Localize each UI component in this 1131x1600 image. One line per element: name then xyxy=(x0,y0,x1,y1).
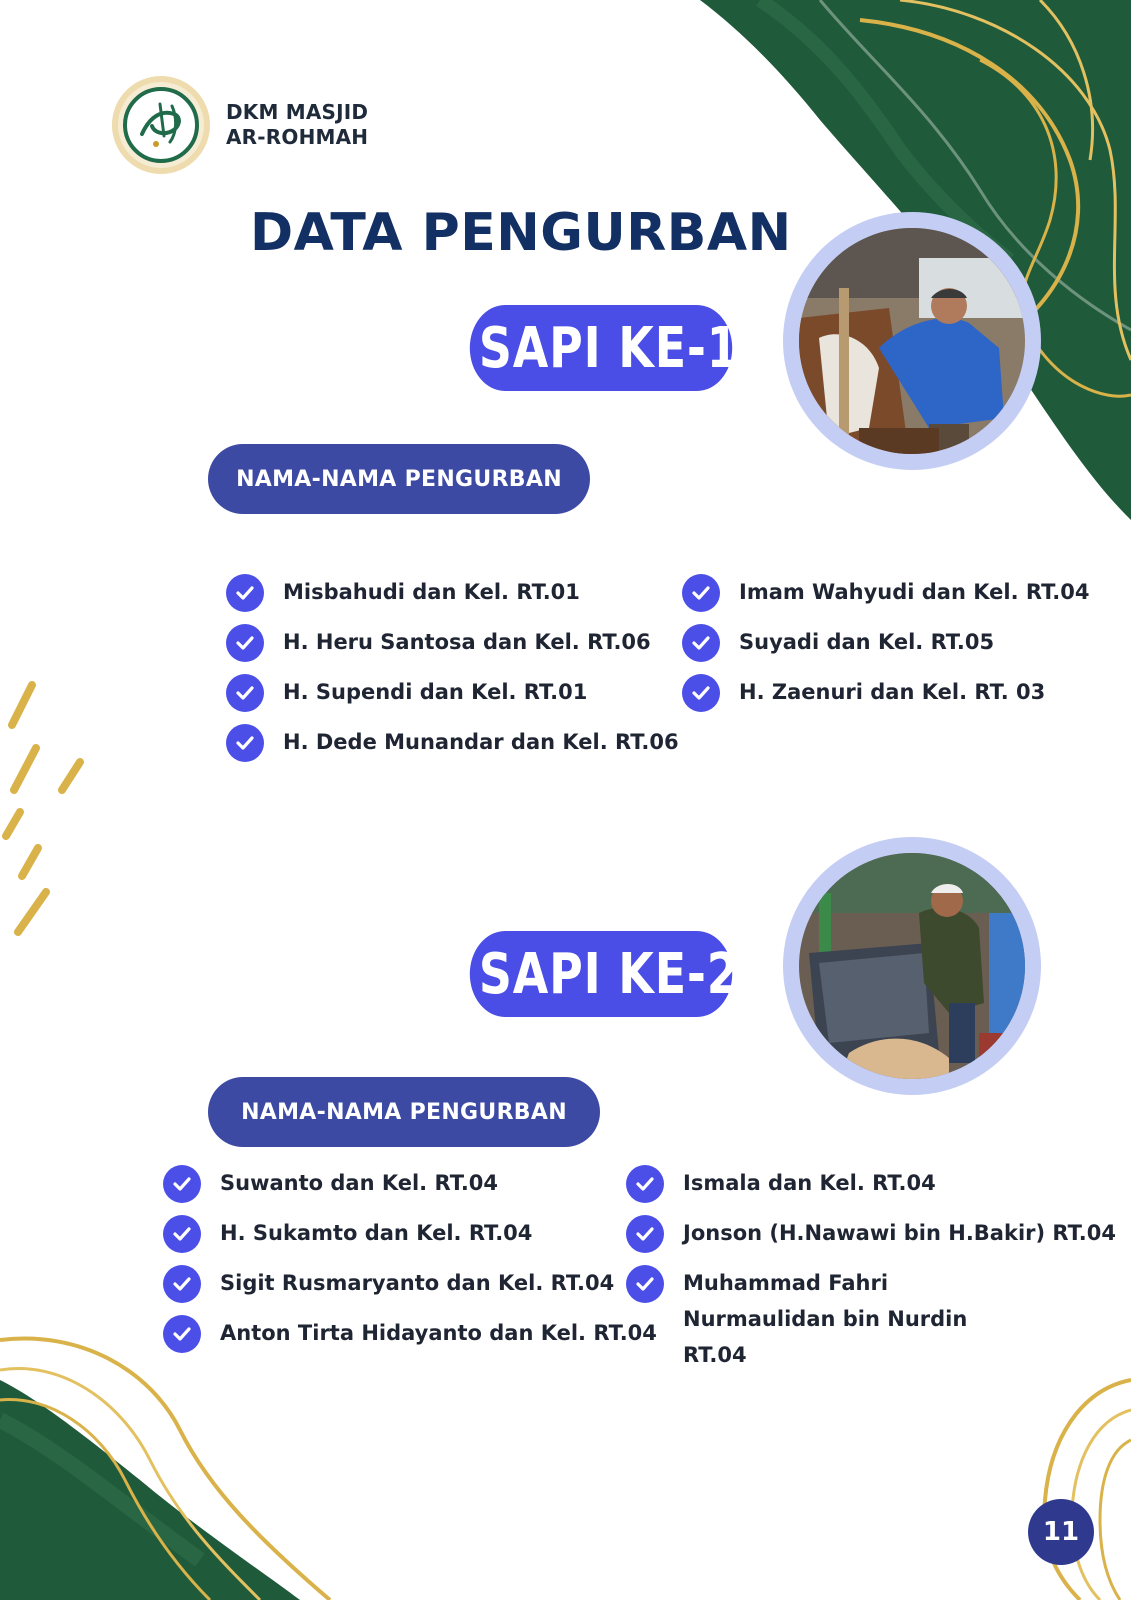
section-2-label: SAPI KE-2 xyxy=(470,931,732,1017)
list-item-text: H. Heru Santosa dan Kel. RT.06 xyxy=(283,630,651,654)
list-item xyxy=(163,1315,657,1353)
list-item-text: Suyadi dan Kel. RT.05 xyxy=(739,630,995,654)
check-circle-icon xyxy=(226,624,264,662)
org-name-line1: DKM MASJID xyxy=(226,100,369,124)
list-item-text: Muhammad Fahri Nurmaulidan bin Nurdin RT.04 xyxy=(683,1271,968,1367)
list-item-text: H. Zaenuri dan Kel. RT. 03 xyxy=(739,680,1046,704)
list-item-text: Jonson (H.Nawawi bin H.Bakir) RT.04 xyxy=(683,1221,1116,1245)
page-number: 11 xyxy=(1028,1499,1094,1565)
list-item xyxy=(226,724,679,762)
list-item-text: H. Supendi dan Kel. RT.01 xyxy=(283,680,588,704)
list-item xyxy=(163,1265,614,1303)
check-circle-icon xyxy=(626,1265,664,1303)
list-item-text: Imam Wahyudi dan Kel. RT.04 xyxy=(739,580,1090,604)
org-name-line2: AR-ROHMAH xyxy=(226,125,369,149)
page-title: DATA PENGURBAN xyxy=(250,203,792,263)
check-circle-icon xyxy=(682,574,720,612)
photo-cattle-slaughter-image xyxy=(799,853,1025,1079)
section-1-photo xyxy=(783,212,1041,470)
list-item xyxy=(163,1165,498,1203)
list-item-text: Ismala dan Kel. RT.04 xyxy=(683,1171,936,1195)
section-2-photo xyxy=(783,837,1041,1095)
mosque-logo xyxy=(112,76,210,174)
list-item-text: H. Dede Munandar dan Kel. RT.06 xyxy=(283,730,679,754)
list-item xyxy=(626,1215,1116,1253)
check-circle-icon xyxy=(226,674,264,712)
check-circle-icon xyxy=(226,724,264,762)
check-circle-icon xyxy=(163,1315,201,1353)
list-item xyxy=(682,574,1089,612)
list-item-text: Misbahudi dan Kel. RT.01 xyxy=(283,580,580,604)
list-item-text: Suwanto dan Kel. RT.04 xyxy=(220,1171,499,1195)
check-circle-icon xyxy=(163,1165,201,1203)
check-circle-icon xyxy=(163,1215,201,1253)
list-item xyxy=(226,574,580,612)
section-1-label: SAPI KE-1 xyxy=(470,305,732,391)
list-item xyxy=(626,1165,936,1203)
section-1-names-header: NAMA-NAMA PENGURBAN xyxy=(208,444,590,514)
list-item xyxy=(626,1265,1033,1373)
list-item-text: Sigit Rusmaryanto dan Kel. RT.04 xyxy=(220,1271,615,1295)
list-item-text: Anton Tirta Hidayanto dan Kel. RT.04 xyxy=(220,1321,657,1345)
list-item xyxy=(682,674,1045,712)
check-circle-icon xyxy=(163,1265,201,1303)
photo-cattle-check-image xyxy=(799,228,1025,454)
check-circle-icon xyxy=(626,1215,664,1253)
check-circle-icon xyxy=(682,624,720,662)
check-circle-icon xyxy=(626,1165,664,1203)
list-item xyxy=(682,624,994,662)
list-item xyxy=(226,674,587,712)
list-item-text: H. Sukamto dan Kel. RT.04 xyxy=(220,1221,533,1245)
section-2-names-header: NAMA-NAMA PENGURBAN xyxy=(208,1077,600,1147)
check-circle-icon xyxy=(682,674,720,712)
mosque-calligraphy-logo-icon xyxy=(112,76,210,174)
org-name xyxy=(226,100,368,150)
list-item xyxy=(226,624,651,662)
check-circle-icon xyxy=(226,574,264,612)
list-item xyxy=(163,1215,532,1253)
